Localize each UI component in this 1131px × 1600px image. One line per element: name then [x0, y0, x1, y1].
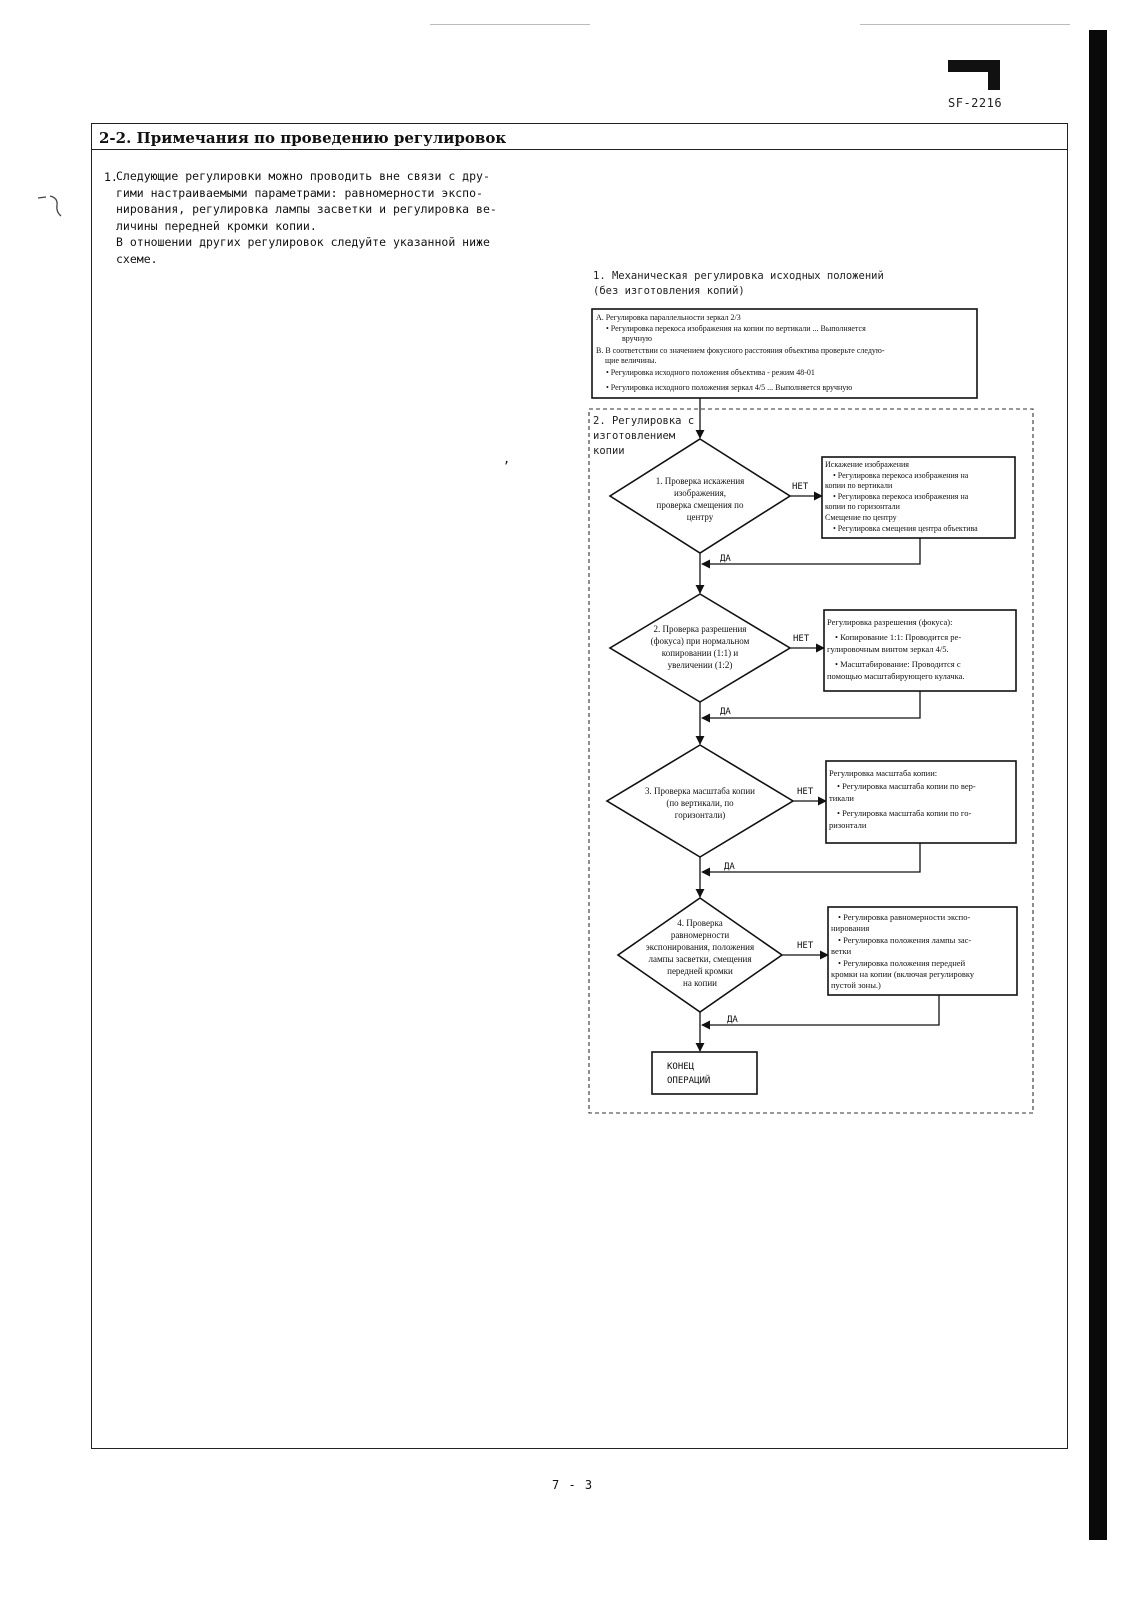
- action-2-line: гулировочным винтом зеркал 4/5.: [827, 644, 949, 654]
- yes-label: ДА: [727, 1015, 738, 1025]
- action-1-line: • Регулировка перекоса изображения на: [833, 471, 969, 480]
- end-text: КОНЕЦ: [667, 1062, 695, 1072]
- action-4-line: ветки: [831, 946, 852, 956]
- decision-1-text: 1. Проверка искажения: [655, 476, 745, 486]
- stage1-line: B. В соответствии со значением фокусного расстояния объектива проверьте следую-: [596, 346, 885, 355]
- return-arrow: [702, 691, 920, 718]
- stage2-title: копии: [593, 445, 625, 457]
- note-line: нирования, регулировка лампы засветки и регулировка ве-: [116, 202, 497, 216]
- decision-3-text: горизонтали): [674, 810, 726, 820]
- action-4-line: • Регулировка равномерности экспо-: [838, 912, 971, 922]
- decision-2-text: копировании (1:1) и: [661, 648, 739, 658]
- stage1-title: 1. Механическая регулировка исходных положений: [593, 270, 884, 282]
- no-label: НЕТ: [792, 482, 809, 492]
- stage1-line: • Регулировка исходного положения объектива - режим 48-01: [606, 368, 815, 377]
- end-text: ОПЕРАЦИЙ: [667, 1076, 711, 1086]
- decision-4-text: экспонирования, положения: [645, 942, 755, 952]
- note-line: схеме.: [116, 251, 158, 266]
- decision-4-text: передней кромки: [667, 966, 733, 976]
- action-1-line: копии по вертикали: [825, 481, 893, 490]
- action-1-line: копии по горизонтали: [825, 502, 900, 511]
- action-4-line: кромки на копии (включая регулировку: [831, 969, 975, 979]
- section-title: 2-2. Примечания по проведению регулировок: [99, 129, 507, 147]
- decision-2-text: 2. Проверка разрешения: [653, 624, 747, 634]
- note-line: В отношении других регулировок следуйте указанной ниже: [116, 235, 490, 249]
- action-3-line: Регулировка масштаба копии:: [829, 768, 938, 778]
- no-label: НЕТ: [797, 787, 814, 797]
- action-1-line: Искажение изображения: [825, 460, 909, 469]
- stage1-subtitle: (без изготовления копий): [593, 285, 745, 297]
- decision-2-text: (фокуса) при нормальном: [650, 636, 750, 646]
- stage2-title: изготовлением: [593, 430, 676, 442]
- yes-label: ДА: [720, 707, 731, 717]
- decision-4-text: равномерности: [670, 930, 730, 940]
- action-3-line: • Регулировка масштаба копии по вер-: [837, 781, 976, 791]
- decision-1-text: изображения,: [673, 488, 727, 498]
- decision-4-text: на копии: [683, 978, 717, 988]
- decision-2-text: увеличении (1:2): [667, 660, 733, 670]
- action-4-line: • Регулировка положения лампы зас-: [838, 935, 972, 945]
- page-number: 7 - 3: [552, 1478, 594, 1492]
- yes-label: ДА: [724, 862, 735, 872]
- decision-1-text: центру: [686, 512, 714, 522]
- stage2-title: 2. Регулировка с: [593, 415, 695, 427]
- action-1-line: • Регулировка перекоса изображения на: [833, 492, 969, 501]
- stage1-line: • Регулировка исходного положения зеркал 4/5 ... Выполняется вручную: [606, 383, 853, 392]
- decision-4-text: лампы засветки, смещения: [648, 954, 752, 964]
- action-3-line: ризонтали: [829, 820, 867, 830]
- action-1-line: • Регулировка смещения центра объектива: [833, 524, 978, 533]
- stage1-line: вручную: [622, 334, 652, 343]
- action-3-line: тикали: [829, 793, 854, 803]
- note-line: личины передней кромки копии.: [116, 218, 317, 233]
- return-arrow: [702, 538, 920, 564]
- action-2-line: • Копирование 1:1: Проводится ре-: [835, 632, 962, 642]
- note-number: 1.: [104, 170, 118, 184]
- action-2-line: Регулировка разрешения (фокуса):: [827, 617, 953, 627]
- action-4-line: • Регулировка положения передней: [838, 958, 966, 968]
- end-box: [652, 1052, 757, 1094]
- action-2-line: помощью масштабирующего кулачка.: [827, 671, 965, 681]
- stage1-line: • Регулировка перекоса изображения на копии по вертикали ... Выполняется: [606, 324, 866, 333]
- action-2-line: • Масштабирование: Проводится с: [835, 659, 961, 669]
- action-1-line: Смещение по центру: [825, 513, 897, 522]
- decision-3-text: 3. Проверка масштаба копии: [645, 786, 755, 796]
- decision-3-text: (по вертикали, по: [666, 798, 734, 808]
- note-line: гими настраиваемыми параметрами: равномерности экспо-: [116, 185, 483, 200]
- action-3-line: • Регулировка масштаба копии по го-: [837, 808, 972, 818]
- yes-label: ДА: [720, 554, 731, 564]
- no-label: НЕТ: [793, 634, 810, 644]
- action-4-line: пустой зоны.): [831, 980, 881, 990]
- note-line: Следующие регулировки можно проводить вне связи с дру-: [116, 169, 490, 183]
- scan-speck: ,: [503, 452, 511, 466]
- action-4-line: нирования: [831, 923, 870, 933]
- no-label: НЕТ: [797, 941, 814, 951]
- stage1-line: A. Регулировка параллельности зеркал 2/3: [596, 313, 741, 322]
- decision-1-text: проверка смещения по: [656, 500, 744, 510]
- decision-4-text: 4. Проверка: [677, 918, 723, 928]
- stage1-line: щие величины.: [605, 356, 657, 365]
- model-code: SF-2216: [948, 96, 1003, 110]
